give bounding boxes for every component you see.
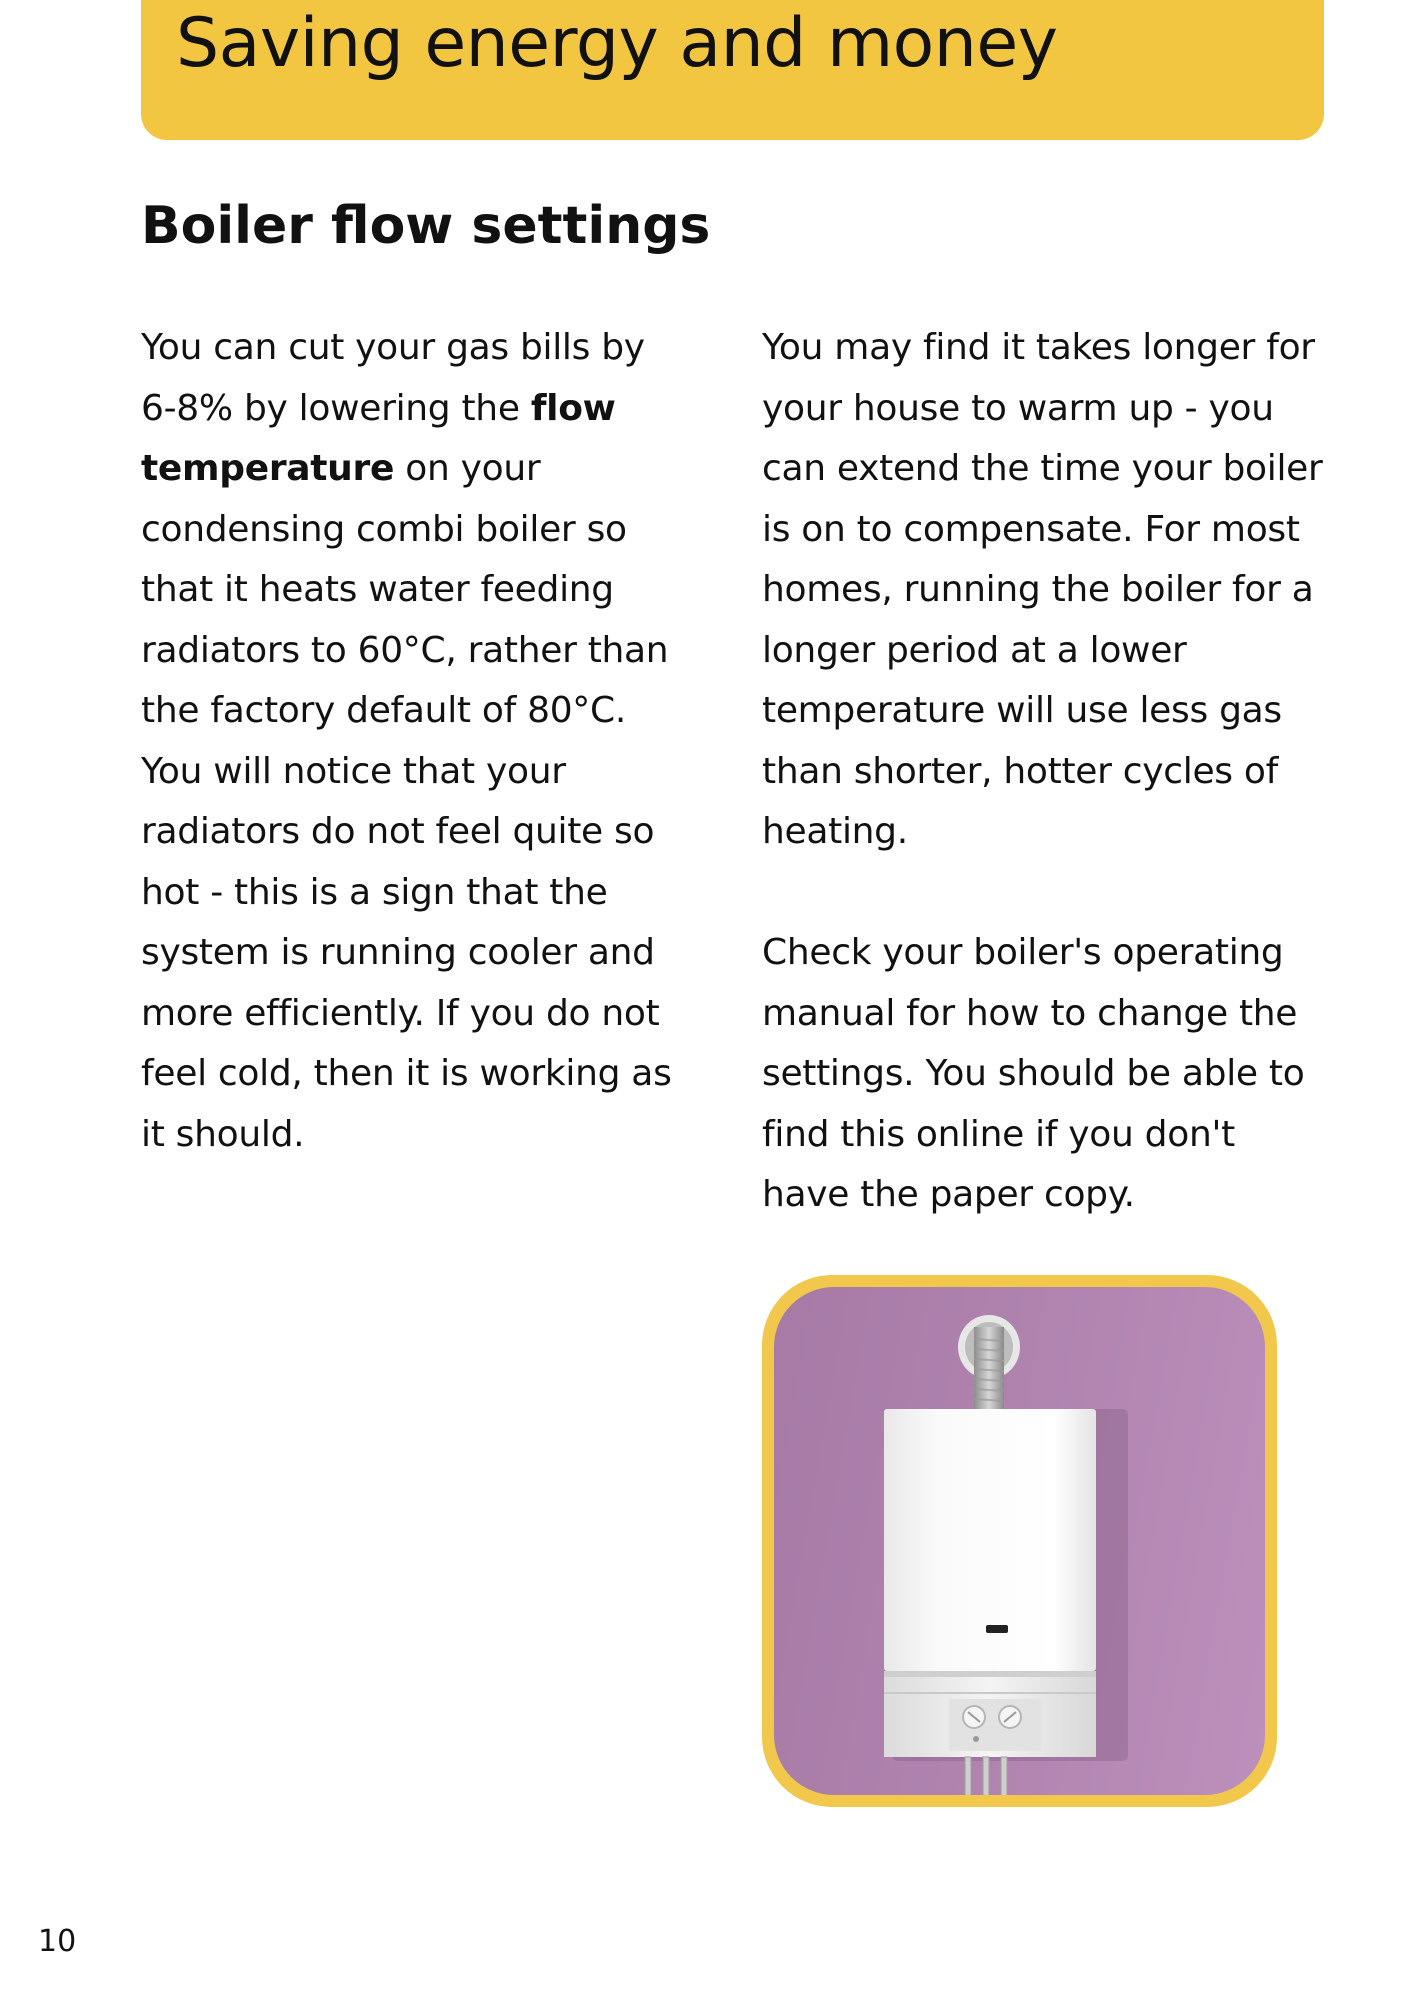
page-number: 10: [38, 1924, 77, 1959]
text-line: can extend the time your boiler: [762, 448, 1323, 489]
header-banner: [141, 0, 1324, 140]
bold-term-flow: flow: [530, 387, 616, 429]
text-line: manual for how to change the: [762, 992, 1298, 1034]
text-line: homes, running the boiler for a: [762, 569, 1314, 610]
text-line: You will notice that your: [141, 750, 566, 792]
text-line: radiators do not feel quite so: [141, 811, 655, 852]
text-line: settings. You should be able to: [762, 1053, 1305, 1094]
left-column: [141, 318, 721, 1165]
text-line: the factory default of 80°C.: [141, 690, 626, 731]
paragraph-gap: [762, 863, 1362, 924]
boiler-photo: [774, 1287, 1265, 1795]
text-line: hot - this is a sign that the: [141, 871, 608, 913]
text-line: than shorter, hotter cycles of: [762, 750, 1279, 792]
text-line: that it heats water feeding: [141, 569, 614, 610]
text-line: [141, 379, 721, 440]
text-line: You can cut your gas bills by: [141, 327, 645, 368]
text-line: temperature will use less gas: [762, 690, 1282, 731]
text-run: 6-8% by lowering the: [141, 387, 531, 429]
text-run: on your: [394, 448, 541, 489]
text-line: Check your boiler's operating: [762, 932, 1284, 973]
text-line: it should.: [141, 1113, 305, 1155]
text-line: system is running cooler and: [141, 932, 655, 973]
page-title: Saving energy and money: [176, 4, 1058, 83]
text-line: feel cold, then it is working as: [141, 1053, 672, 1094]
text-line: condensing combi boiler so: [141, 508, 627, 550]
text-line: have the paper copy.: [762, 1174, 1135, 1215]
text-line: more efficiently. If you do not: [141, 992, 660, 1034]
text-line: is on to compensate. For most: [762, 508, 1300, 550]
text-line: find this online if you don't: [762, 1113, 1235, 1155]
boiler-icon: [774, 1287, 1265, 1795]
boiler-photo-frame: [762, 1275, 1277, 1807]
text-line: longer period at a lower: [762, 629, 1187, 671]
text-line: You may find it takes longer for: [762, 327, 1315, 368]
bold-term-temperature: temperature: [141, 448, 395, 489]
text-line: [141, 439, 721, 500]
text-line: radiators to 60°C, rather than: [141, 629, 669, 671]
right-column: [762, 318, 1362, 1226]
section-heading: Boiler flow settings: [141, 196, 711, 256]
text-line: heating.: [762, 811, 908, 852]
text-line: your house to warm up - you: [762, 387, 1274, 429]
